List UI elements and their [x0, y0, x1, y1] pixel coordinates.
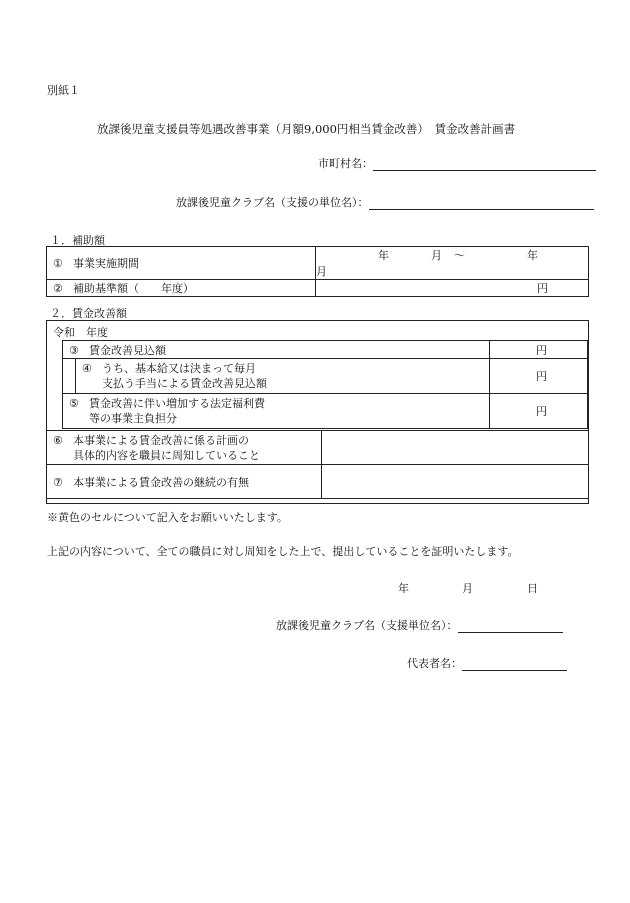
row4-label-cell: ④ うち、基本給又は決まって毎月 支払う手当による賃金改善見込額 [76, 359, 490, 394]
document-title: 放課後児童支援員等処遇改善事業（月額9,000円相当賃金改善） 賃金改善計画書 [97, 122, 516, 136]
table-row [47, 280, 589, 297]
row5-label-cell: ⑤ 賃金改善に伴い増加する法定福利費 等の事業主負担分 [63, 394, 490, 429]
base-amount-label-cell: ② 補助基準額（ 年度） [47, 280, 316, 297]
municipality-field[interactable] [373, 157, 596, 171]
representative-label: 代表者名： [407, 657, 462, 670]
date-day: 日 [527, 582, 538, 595]
base-amount-label: 補助基準額（ 年度） [73, 282, 194, 295]
table-row [47, 247, 589, 280]
club-label: 放課後児童クラブ名（支援の単位名）： [176, 196, 369, 209]
footer-club-label: 放課後児童クラブ名（支援単位名）： [276, 619, 458, 632]
row6-value-cell[interactable] [322, 431, 589, 465]
row3-value-cell[interactable]: 円 [490, 341, 588, 359]
wage-table-outer [46, 430, 589, 499]
period-label: 事業実施期間 [73, 257, 139, 270]
row6-label-cell: ⑥ 本事業による賃金改善に係る計画の 具体的内容を職員に周知していること [47, 431, 322, 465]
row3-label-cell: ③ 賃金改善見込額 [63, 341, 490, 359]
base-amount-value-cell[interactable]: 円 [316, 280, 589, 297]
wage-table-inner [62, 340, 588, 429]
municipality-label: 市町村名： [318, 157, 373, 170]
club-field[interactable] [369, 196, 594, 210]
representative-field[interactable] [462, 657, 567, 671]
era-label: 令和 年度 [53, 326, 108, 339]
table-row [63, 341, 588, 359]
section1-heading: １．補助額 [50, 234, 105, 247]
date-month: 月 [462, 582, 473, 595]
footer-club-row [276, 617, 563, 633]
note-text: ※黄色のセルについて記入をお願いいたします。 [47, 511, 288, 524]
period-label-cell: ① 事業実施期間 [47, 247, 316, 280]
row4-value-cell[interactable]: 円 [490, 359, 588, 394]
table-row [63, 394, 588, 429]
certification-text: 上記の内容について、全ての職員に対し周知をした上で、提出していることを証明いたします。 [47, 545, 519, 558]
club-row [176, 194, 594, 210]
row5-value-cell[interactable]: 円 [490, 394, 588, 429]
subsidy-table [46, 246, 589, 297]
period-value-cell[interactable]: 年 月 ～ 年月 [316, 247, 589, 280]
table-row [47, 431, 589, 465]
footer-club-field[interactable] [458, 619, 563, 633]
municipality-row [318, 155, 596, 171]
attachment-label: 別紙１ [47, 84, 80, 97]
table-row [63, 359, 588, 394]
section2-heading: ２．賃金改善額 [50, 307, 127, 320]
date-year: 年 [398, 582, 409, 595]
table-row [47, 465, 589, 499]
row7-label-cell: ⑦ 本事業による賃金改善の継続の有無 [47, 465, 322, 499]
row7-value-cell[interactable] [322, 465, 589, 499]
representative-row [407, 655, 567, 671]
